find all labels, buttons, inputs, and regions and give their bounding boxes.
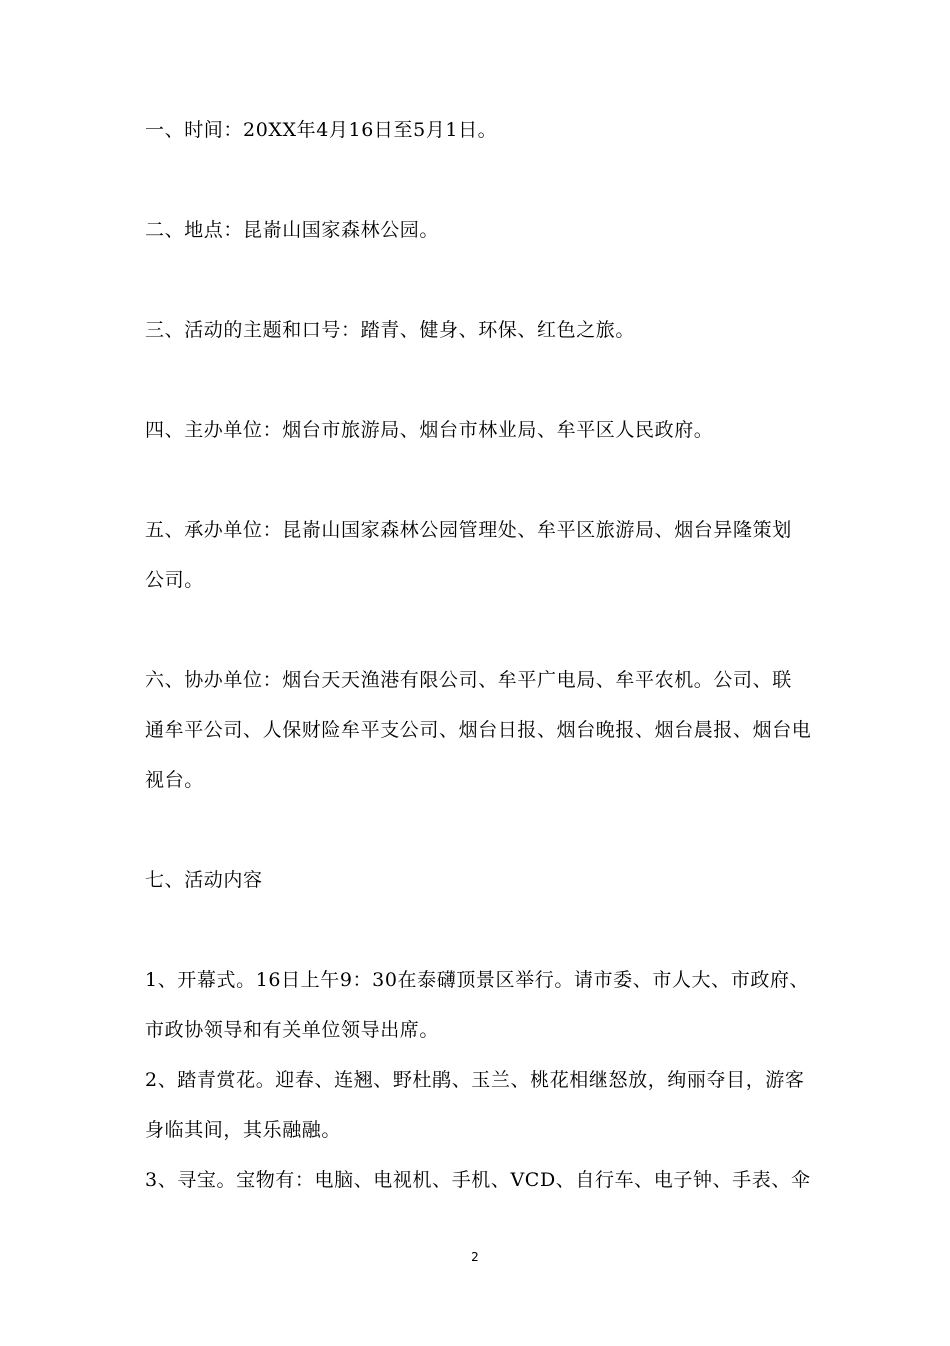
text-line-time: 一、时间：20XX年4月16日至5月1日。 <box>145 119 498 141</box>
text-line-location: 二、地点：昆嵛山国家森林公园。 <box>145 219 440 241</box>
text-line-co-organizer-cont2: 视台。 <box>145 769 204 791</box>
text-line-undertaker-cont: 公司。 <box>145 569 204 591</box>
text-line-opening: 1、开幕式。16日上午9：30在泰礴顶景区举行。请市委、市人大、市政府、 <box>145 969 810 991</box>
text-line-opening-cont: 市政协领导和有关单位领导出席。 <box>145 1019 440 1041</box>
text-line-treasure: 3、寻宝。宝物有：电脑、电视机、手机、VCD、自行车、电子钟、手表、伞 <box>145 1169 811 1191</box>
text-line-co-organizer: 六、协办单位：烟台天天渔港有限公司、牟平广电局、牟平农机。公司、联 <box>145 669 792 691</box>
text-line-undertaker: 五、承办单位：昆嵛山国家森林公园管理处、牟平区旅游局、烟台异隆策划 <box>145 519 792 541</box>
text-line-co-organizer-cont: 通牟平公司、人保财险牟平支公司、烟台日报、烟台晚报、烟台晨报、烟台电 <box>145 719 812 741</box>
text-line-flowers-cont: 身临其间，其乐融融。 <box>145 1119 342 1141</box>
page-number: 2 <box>471 1250 479 1264</box>
text-line-flowers: 2、踏青赏花。迎春、连翘、野杜鹃、玉兰、桃花相继怒放，绚丽夺目，游客 <box>145 1069 805 1091</box>
text-line-organizer: 四、主办单位：烟台市旅游局、烟台市林业局、牟平区人民政府。 <box>145 419 714 441</box>
text-line-activity-heading: 七、活动内容 <box>145 869 263 891</box>
text-line-theme: 三、活动的主题和口号：踏青、健身、环保、红色之旅。 <box>145 319 636 341</box>
